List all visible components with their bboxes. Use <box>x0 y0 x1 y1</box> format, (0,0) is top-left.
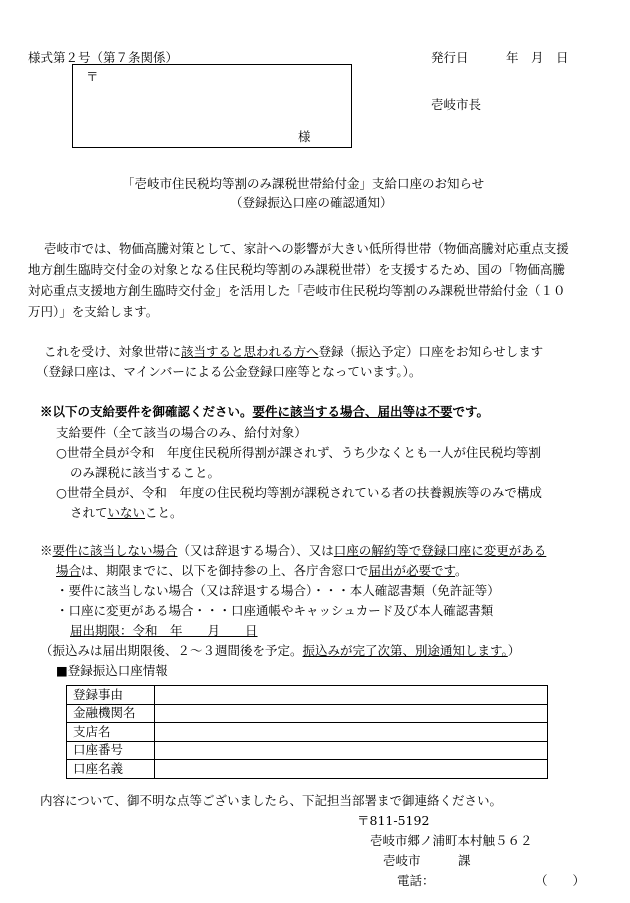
transfer-text-b: 振込みが完了次第、別途通知します。 <box>302 643 508 658</box>
phone-label: 電話： <box>397 873 435 888</box>
req2-text-c: こと。 <box>145 505 183 520</box>
requirement-1-line-2: のみ課税に該当すること。 <box>70 465 221 480</box>
notice-text-a: これを受け、対象世帯に <box>44 344 182 359</box>
issue-date: 発行日 年 月 日 <box>431 50 569 65</box>
change-text-f: は、期限までに、以下を御持参の上、各庁舎窓口で <box>81 563 369 578</box>
form-number: 様式第２号（第７条関係） <box>28 50 179 65</box>
row-value <box>155 704 548 723</box>
notice-text-b: 該当すると思われる方へ <box>181 344 319 359</box>
change-text-g: 届出が必要です <box>368 563 456 578</box>
issuer-mayor: 壱岐市長 <box>431 97 482 112</box>
row-label: 金融機関名 <box>67 704 155 723</box>
intro-line-2: 地方創生臨時交付金の対象となる住民税均等割のみ課税世帯）を支援するため、国の「物価高騰 <box>28 262 566 277</box>
notice-text-c: 登録（振込予定）口座をお知らせします <box>318 344 544 359</box>
change-text-e: 場合 <box>56 563 82 578</box>
phone-paren: （ ） <box>535 873 586 888</box>
office-postal: 〒811-5192 <box>357 813 430 828</box>
account-heading: ■登録振込口座情報 <box>56 663 168 678</box>
row-value <box>155 760 548 779</box>
requirement-1-line-1: ○世帯全員が令和 年度住民税所得割が課されず、うち少なくとも一人が住民税均等割 <box>56 445 541 460</box>
account-table <box>66 685 548 779</box>
change-text-h: 。 <box>455 563 468 578</box>
row-value <box>155 723 548 742</box>
bullet-not-eligible: ・要件に該当しない場合（又は辞退する場合）・・・本人確認書類（免許証等） <box>56 583 500 598</box>
postal-mark: 〒 <box>86 69 99 84</box>
requirements-title: 支給要件（全て該当の場合のみ、給付対象） <box>56 425 307 440</box>
requirement-2-line-1: ○世帯全員が、令和 年度の住民税均等割が課税されている者の扶養親族等のみで構成 <box>56 485 542 500</box>
row-label: 口座番号 <box>67 741 155 760</box>
bullet-account-change: ・口座に変更がある場合・・・口座通帳やキャッシュカード及び本人確認書類 <box>56 603 494 618</box>
office-address: 壱岐市郷ノ浦町本村触５６２ <box>370 833 533 848</box>
intro-line-3: 対応重点支援地方創生臨時交付金」を活用した「壱岐市住民税均等割のみ課税世帯給付金（１０ <box>28 283 566 298</box>
change-line-2 <box>56 565 468 578</box>
row-label: 口座名義 <box>67 760 155 779</box>
title-line-1: 「壱岐市住民税均等割のみ課税世帯給付金」支給口座のお知らせ <box>122 176 485 191</box>
table-row <box>67 686 548 705</box>
confirm-heading-a: ※以下の支給要件を御確認ください。 <box>40 404 253 419</box>
title-line-2: （登録振込口座の確認通知） <box>230 195 393 210</box>
row-label: 支店名 <box>67 723 155 742</box>
change-text-d: 口座の解約等で登録口座に変更がある <box>333 543 547 558</box>
change-line-1 <box>40 545 546 558</box>
notice-line-2: （登録口座は、マインバーによる公金登録口座等となっています。）。 <box>36 364 422 379</box>
confirm-heading-c: です。 <box>452 404 490 419</box>
requirement-2-line-2 <box>70 507 183 520</box>
change-text-a: ※ <box>40 543 53 558</box>
submission-deadline: 届出期限：令和 年 月 日 <box>70 623 258 638</box>
intro-line-4: 万円）」を支給します。 <box>28 304 159 319</box>
transfer-text-c: ） <box>507 643 521 658</box>
change-text-c: （又は辞退する場合）、又は <box>177 543 334 558</box>
confirm-heading <box>40 406 489 419</box>
row-value <box>155 686 548 705</box>
inquiry-text: 内容について、御不明な点等ございましたら、下記担当部署まで御連絡ください。 <box>40 793 503 808</box>
transfer-text-a: （振込みは届出期限後、２～３週間後を予定。 <box>40 643 303 658</box>
notice-line-1 <box>44 346 543 359</box>
office-dept: 壱岐市 課 <box>383 853 471 868</box>
transfer-note <box>40 645 520 658</box>
row-value <box>155 741 548 760</box>
req2-text-a: されて <box>70 505 108 520</box>
row-label: 登録事由 <box>67 686 155 705</box>
table-row <box>67 760 548 779</box>
req2-text-b: いない <box>107 505 146 520</box>
honorific-sama: 様 <box>298 129 311 144</box>
confirm-heading-b: 要件に該当する場合、届出等は不要 <box>252 404 453 419</box>
change-text-b: 要件に該当しない場合 <box>52 543 178 558</box>
table-row <box>67 723 548 742</box>
table-row <box>67 704 548 723</box>
intro-line-1: 壱岐市では、物価高騰対策として、家計への影響が大きい低所得世帯（物価高騰対応重点支援 <box>44 241 569 256</box>
table-row <box>67 741 548 760</box>
